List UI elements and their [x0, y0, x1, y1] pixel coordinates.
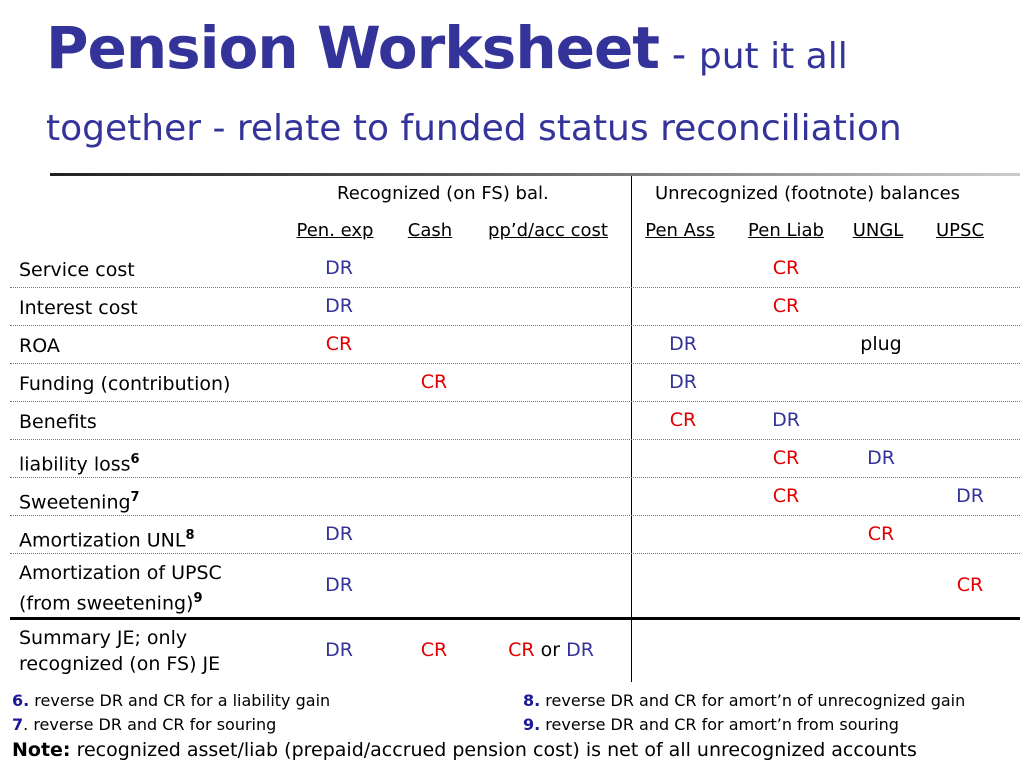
row-label: Summary JE; only recognized (on FS) JE [19, 627, 221, 675]
cell-ungl: DR [867, 447, 895, 469]
cell-pen-liab: CR [772, 257, 800, 279]
table-row [10, 401, 1020, 440]
cell-cash: CR [420, 639, 448, 661]
cell-pen-exp: DR [325, 639, 353, 661]
cell-pen-liab: CR [772, 447, 800, 469]
cell-pen-exp: CR [325, 333, 353, 355]
header-divider [50, 173, 1020, 176]
group-header-unrecognized: Unrecognized (footnote) balances [655, 183, 961, 204]
column-header-ppd-acc-cost: pp’d/acc cost [488, 220, 608, 241]
cell-pen-ass: DR [669, 371, 697, 393]
footnote-7: 7. reverse DR and CR for souring [12, 715, 277, 734]
footnote-ref: 6 [130, 452, 140, 467]
row-label: Amortization of UPSC (from sweetening)$^9$ [19, 562, 222, 615]
title-main: Pension Worksheet [46, 14, 660, 82]
cell-cash: CR [420, 371, 448, 393]
column-header-ungl: UNGL [852, 220, 904, 241]
table-row [10, 249, 1020, 288]
cell-pen-ass: CR [669, 409, 697, 431]
column-header-cash: Cash [407, 220, 453, 241]
cell-pen-liab: DR [772, 409, 800, 431]
row-label: Sweetening$^7$ [19, 490, 140, 514]
footnote-6: 6. reverse DR and CR for a liability gain [12, 691, 331, 710]
cell-ungl: CR [867, 523, 895, 545]
row-label: Service cost [19, 259, 135, 281]
column-header-upsc: UPSC [935, 220, 985, 241]
cell-pen-exp: DR [325, 523, 353, 545]
cell-pen-exp: DR [325, 295, 353, 317]
row-label: liability loss$^6$ [19, 452, 140, 476]
table-row [10, 477, 1020, 516]
column-header-pen-ass: Pen Ass [645, 220, 715, 241]
cell-pen-liab: CR [772, 295, 800, 317]
row-label: ROA [19, 335, 60, 357]
cell-ppd-acc-cost: CR or DR [508, 639, 594, 661]
row-label: Amortization UNL$^8$ [19, 528, 195, 552]
title-subtitle-line2: together - relate to funded status reconciliation [46, 108, 902, 149]
footnote-ref: 7 [130, 490, 140, 505]
row-label: Funding (contribution) [19, 373, 231, 395]
title-dash: - [659, 32, 699, 78]
column-header-pen-liab: Pen Liab [748, 220, 824, 241]
column-header-pen-exp: Pen. exp [296, 220, 374, 241]
cell-pen-exp: DR [325, 574, 353, 596]
cell-ungl: plug [860, 333, 902, 355]
title-subtitle-line1: put it all [698, 36, 848, 77]
cell-upsc: CR [956, 574, 984, 596]
page-title [46, 14, 1016, 149]
group-header-recognized: Recognized (on FS) bal. [337, 183, 549, 204]
note: Note: recognized asset/liab (prepaid/accrued pension cost) is net of all unrecognized accounts [12, 739, 917, 761]
cell-upsc: DR [956, 485, 984, 507]
footnote-9: 9. reverse DR and CR for amort’n from souring [523, 715, 899, 734]
row-label: Interest cost [19, 297, 138, 319]
cell-pen-exp: DR [325, 257, 353, 279]
footnote-ref: 8 [185, 528, 195, 543]
table-row [10, 287, 1020, 326]
footnote-ref: 9 [193, 591, 203, 606]
footnote-8: 8. reverse DR and CR for amort’n of unrecognized gain [523, 691, 966, 710]
cell-pen-liab: CR [772, 485, 800, 507]
row-label: Benefits [19, 411, 97, 433]
cell-pen-ass: DR [669, 333, 697, 355]
